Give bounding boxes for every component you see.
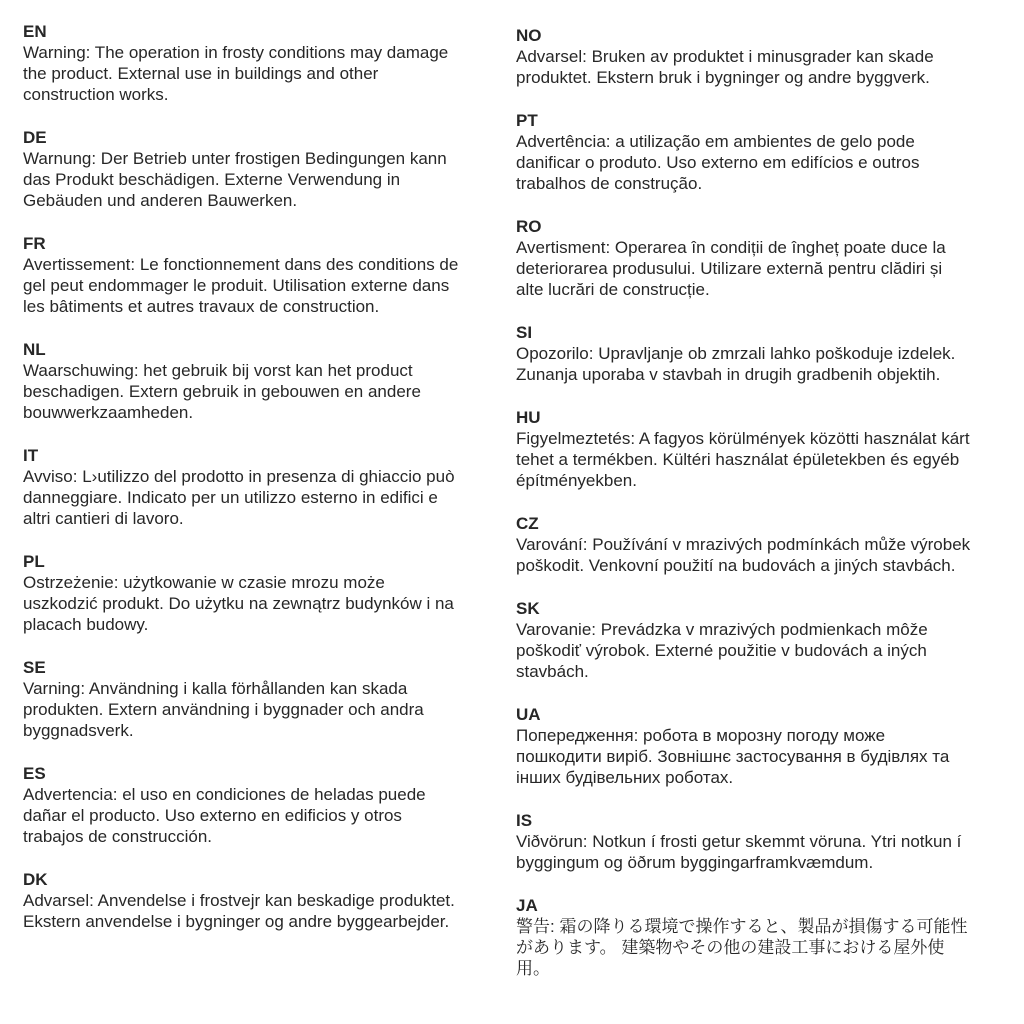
warning-block-it xyxy=(23,445,463,529)
warning-block-ro xyxy=(516,216,974,300)
warning-block-pl xyxy=(23,551,463,635)
warning-block-ua xyxy=(516,704,974,788)
warning-text-hu: Figyelmeztetés: A fagyos körülmények közötti használat kárt tehet a termékben. Kültéri használat épületekben és egyéb építményekben. xyxy=(516,429,970,490)
language-code-is: IS xyxy=(516,811,533,830)
warning-text-en: Warning: The operation in frosty conditions may damage the product. External use in buildings and other construction works. xyxy=(23,43,449,104)
warning-text-pt: Advertência: a utilização em ambientes de gelo pode danificar o produto. Uso externo em edifícios e outros trabalhos de construção. xyxy=(516,132,920,193)
language-code-no: NO xyxy=(516,26,542,45)
language-code-fr: FR xyxy=(23,234,46,253)
language-code-it: IT xyxy=(23,446,39,465)
language-code-ro: RO xyxy=(516,217,542,236)
warning-text-nl: Waarschuwing: het gebruik bij vorst kan het product beschadigen. Extern gebruik in gebouwen en andere bouwwerkzaamheden. xyxy=(23,361,421,422)
warning-block-es xyxy=(23,763,463,847)
language-code-pl: PL xyxy=(23,552,45,571)
warning-block-pt xyxy=(516,110,974,194)
warning-text-no: Advarsel: Bruken av produktet i minusgrader kan skade produktet. Ekstern bruk i bygninger og andre byggverk. xyxy=(516,47,934,87)
warning-text-ro: Avertisment: Operarea în condiții de îngheț poate duce la deteriorarea produsului. Utilizare externă pentru clădiri și alte lucrări de construcție. xyxy=(516,238,946,299)
warning-text-pl: Ostrzeżenie: użytkowanie w czasie mrozu może uszkodzić produkt. Do użytku na zewnątrz budynków i na placach budowy. xyxy=(23,573,454,634)
language-code-se: SE xyxy=(23,658,46,677)
warning-text-si: Opozorilo: Upravljanje ob zmrzali lahko poškoduje izdelek. Zunanja uporaba v stavbah in drugih gradbenih objektih. xyxy=(516,344,956,384)
warnings-column-left xyxy=(23,21,463,1024)
language-code-cz: CZ xyxy=(516,514,539,533)
warning-block-de xyxy=(23,127,463,211)
warning-text-se: Varning: Användning i kalla förhållanden kan skada produkten. Extern användning i byggnader och andra byggnadsverk. xyxy=(23,679,424,740)
warning-block-hu xyxy=(516,407,974,491)
warning-block-cz xyxy=(516,513,974,576)
warning-block-en xyxy=(23,21,463,105)
warning-block-no xyxy=(516,25,974,88)
language-code-pt: PT xyxy=(516,111,538,130)
language-code-es: ES xyxy=(23,764,46,783)
warning-block-is xyxy=(516,810,974,873)
language-code-en: EN xyxy=(23,22,47,41)
language-code-de: DE xyxy=(23,128,47,147)
language-code-dk: DK xyxy=(23,870,48,889)
warnings-column-right xyxy=(516,21,974,1024)
warning-text-ja: 警告: 霜の降りる環境で操作すると、製品が損傷する可能性があります。 建築物やその他の建設工事における屋外使用。 xyxy=(516,917,968,978)
language-code-ja: JA xyxy=(516,896,538,915)
warning-text-sk: Varovanie: Prevádzka v mrazivých podmienkach môže poškodiť výrobok. Externé použitie v budovách a iných stavbách. xyxy=(516,620,928,681)
warning-text-cz: Varování: Používání v mrazivých podmínkách může výrobek poškodit. Venkovní použití na budovách a jiných stavbách. xyxy=(516,535,971,575)
warning-block-se xyxy=(23,657,463,741)
warning-text-fr: Avertissement: Le fonctionnement dans des conditions de gel peut endommager le produit. Utilisation externe dans les bâtiments et autres travaux de construction. xyxy=(23,255,459,316)
warning-block-fr xyxy=(23,233,463,317)
warning-text-ua: Попередження: робота в морозну погоду може пошкодити виріб. Зовнішнє застосування в будівлях та інших будівельних роботах. xyxy=(516,726,950,787)
warning-text-de: Warnung: Der Betrieb unter frostigen Bedingungen kann das Produkt beschädigen. Externe Verwendung in Gebäuden und anderen Bauwerken. xyxy=(23,149,447,210)
warning-text-it: Avviso: L›utilizzo del prodotto in presenza di ghiaccio può danneggiare. Indicato per un utilizzo esterno in edifici e altri cantieri di lavoro. xyxy=(23,467,455,528)
warning-text-dk: Advarsel: Anvendelse i frostvejr kan beskadige produktet. Ekstern anvendelse i bygninger og andre byggearbejder. xyxy=(23,891,455,931)
language-code-si: SI xyxy=(516,323,533,342)
warning-block-sk xyxy=(516,598,974,682)
language-code-sk: SK xyxy=(516,599,540,618)
warning-block-ja xyxy=(516,895,974,979)
warning-block-dk xyxy=(23,869,463,932)
language-code-ua: UA xyxy=(516,705,541,724)
warning-block-nl xyxy=(23,339,463,423)
warning-text-es: Advertencia: el uso en condiciones de heladas puede dañar el producto. Uso externo en edificios y otros trabajos de construcción. xyxy=(23,785,426,846)
language-code-nl: NL xyxy=(23,340,46,359)
warning-text-is: Viðvörun: Notkun í frosti getur skemmt vöruna. Ytri notkun í byggingum og öðrum byggingarframkvæmdum. xyxy=(516,832,962,872)
warning-block-si xyxy=(516,322,974,385)
language-code-hu: HU xyxy=(516,408,541,427)
